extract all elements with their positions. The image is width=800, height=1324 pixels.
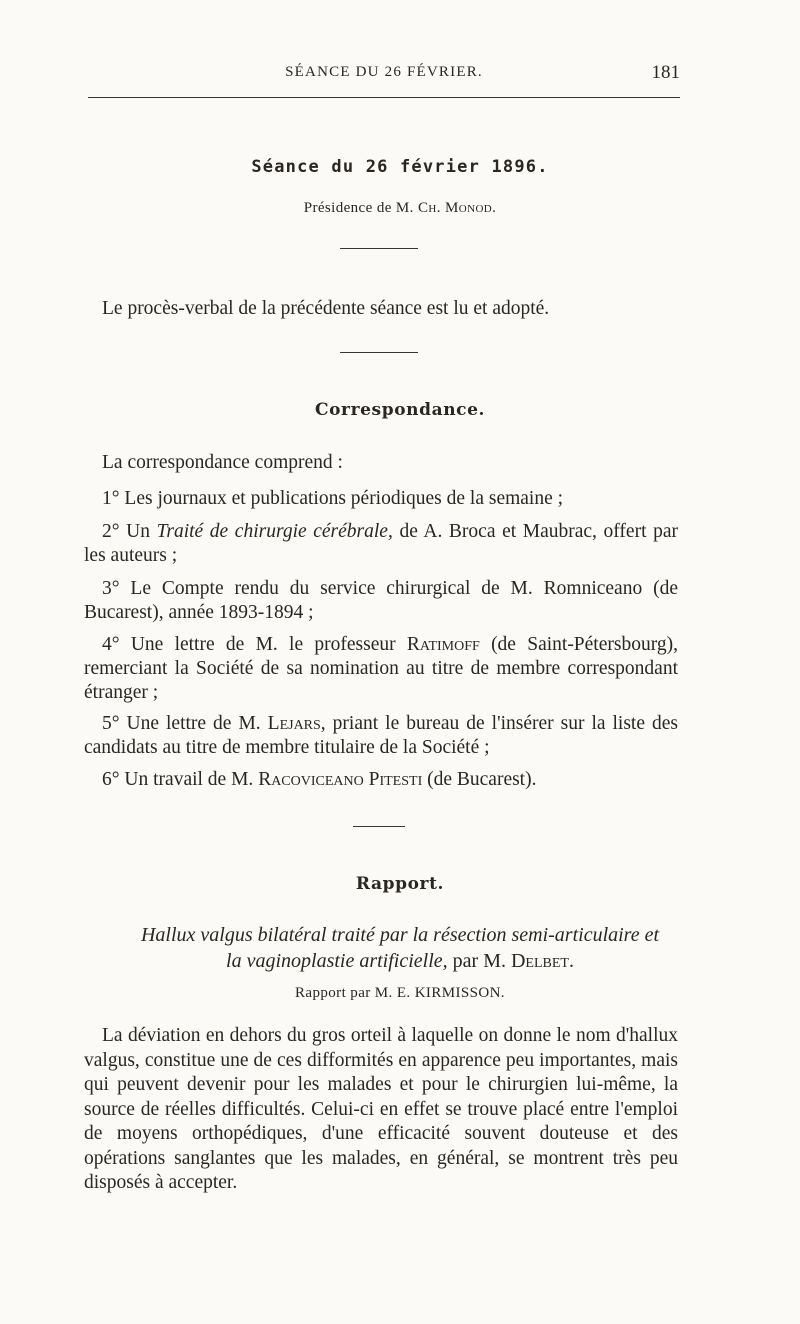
correspondance-heading: Correspondance. <box>314 400 486 420</box>
rapport-author-line: Rapport par M. E. KIRMISSON. <box>295 985 505 1001</box>
header-rule <box>88 97 680 98</box>
proces-verbal: Le procès-verbal de la précédente séance est lu et adopté. <box>102 298 550 319</box>
separator-dash <box>340 352 418 353</box>
author-name: Delbet. <box>510 950 574 972</box>
person-name: Ratimoff <box>406 634 480 655</box>
book-title: Traité de chirurgie cérébrale, <box>156 521 393 542</box>
page-number: 181 <box>651 62 680 83</box>
rapport-subject-line-1: Hallux valgus bilatéral traité par la résection semi-articulaire et <box>140 924 660 946</box>
correspondance-item-2: 2° Un Traité de chirurgie cérébrale, de A. Broca et Maubrac, offert par les auteurs ; <box>84 521 678 566</box>
rapport-heading: Rapport. <box>355 874 445 894</box>
running-head <box>88 60 680 90</box>
correspondance-item-1: 1° Les journaux et publications périodiques de la semaine ; <box>102 488 564 509</box>
person-name: Lejars, <box>267 713 326 734</box>
correspondance-item-6: 6° Un travail de M. Racoviceano Pitesti (de Bucarest). <box>102 769 537 790</box>
presidence-line <box>0 200 800 217</box>
presidence-prefix: Présidence de M. <box>303 200 418 216</box>
correspondance-item-4: 4° Une lettre de M. le professeur Ratimoff (de Saint-Pétersbourg), remerciant la Société de sa nomination au titre de membre correspondant étranger ; <box>84 634 678 703</box>
person-name: Racoviceano Pitesti <box>258 769 423 790</box>
correspondance-item-3: 3° Le Compte rendu du service chirurgical de M. Romniceano (de Bucarest), année 1893-1894 ; <box>84 578 678 623</box>
separator-dash <box>353 826 405 827</box>
rapport-subject <box>0 922 800 974</box>
rapport-body: La déviation en dehors du gros orteil à laquelle on donne le nom d'hallux valgus, constitue une de ces difformités en apparence peu importantes, mais qui peuvent devenir pour les malades et pour le chirurgien lui-même, la source de réelles difficultés. Celui-ci en effet se trouve placé entre l'emploi de moyens orthopédiques, d'une efficacité souvent douteuse et des opérations sanglantes que les malades, en général, se montrent très peu disposés à accepter. <box>84 1025 678 1193</box>
separator-dash <box>340 248 418 249</box>
correspondance-intro: La correspondance comprend : <box>102 452 343 473</box>
rapport-subject-line-2: la vaginoplastie artificielle, par M. Delbet. <box>226 950 574 972</box>
seance-title: Séance du 26 février 1896. <box>251 157 549 177</box>
correspondance-item-5: 5° Une lettre de M. Lejars, priant le bureau de l'insérer sur la liste des candidats au titre de membre titulaire de la Société ; <box>84 713 678 758</box>
president-name: Ch. Monod. <box>417 200 497 216</box>
running-head-title: SÉANCE DU 26 FÉVRIER. <box>285 64 483 80</box>
